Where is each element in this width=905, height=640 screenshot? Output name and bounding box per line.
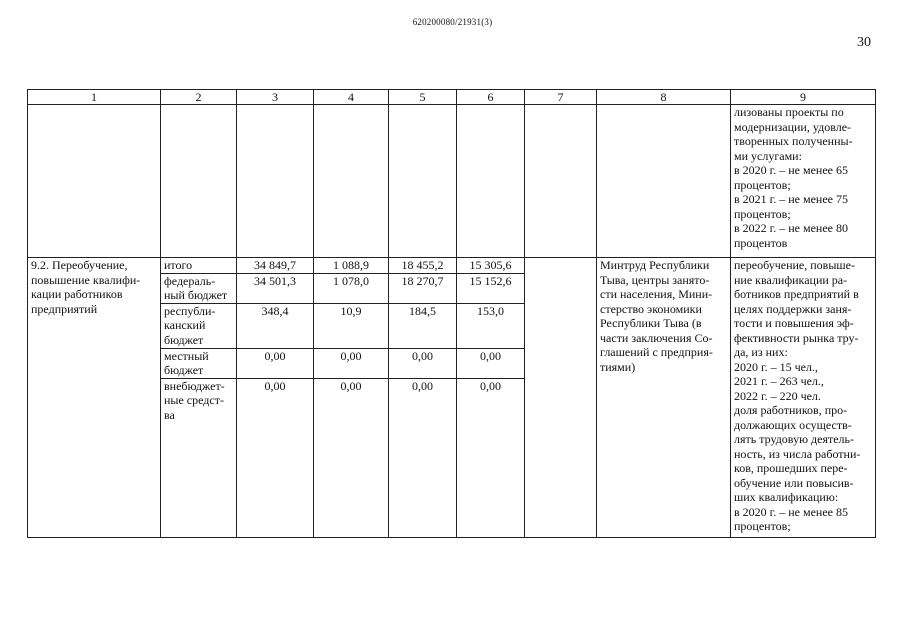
document-id: 620200080/21931(3) bbox=[412, 17, 493, 27]
responsible-executor: Минтруд Республики Тыва, центры занято- сти населения, Мини- стерство экономики Республики Тыва (в части заключения Со- глашений с предприя- тиями) bbox=[597, 258, 731, 538]
value-cell: 0,00 bbox=[389, 348, 457, 378]
column-header: 9 bbox=[731, 90, 876, 105]
column-header: 7 bbox=[525, 90, 597, 105]
empty-cell bbox=[597, 105, 731, 258]
value-cell: 0,00 bbox=[237, 348, 314, 378]
column-header: 8 bbox=[597, 90, 731, 105]
value-cell: 184,5 bbox=[389, 303, 457, 348]
value-cell: 0,00 bbox=[314, 348, 389, 378]
value-cell: 348,4 bbox=[237, 303, 314, 348]
page-number: 30 bbox=[857, 35, 871, 50]
value-cell: 15 152,6 bbox=[457, 273, 525, 303]
value-cell: 0,00 bbox=[237, 378, 314, 537]
value-cell: 153,0 bbox=[457, 303, 525, 348]
empty-cell bbox=[457, 105, 525, 258]
indicator-continuation: лизованы проекты по модернизации, удовле- творенных полученны- ми услугами: в 2020 г. – не менее 65 процентов; в 2021 г. – не менее 75 процентов; в 2022 г. – не менее 80 процентов bbox=[731, 105, 876, 258]
value-cell: 1 078,0 bbox=[314, 273, 389, 303]
program-table bbox=[27, 89, 876, 538]
value-cell: 0,00 bbox=[457, 378, 525, 537]
value-cell: 34 849,7 bbox=[237, 258, 314, 274]
empty-cell bbox=[161, 105, 237, 258]
target-indicator: переобучение, повыше- ние квалификации ра- ботников предприятий в целях поддержки заня- тости и повышения эф- фективности рынка тру- да, из них: 2020 г. – 15 чел., 2021 г. – 263 чел., 2022 г. – 220 чел. доля работников, про- должающих осуществ- лять трудовую деятель- ность, из числа работни- ков, прошедших пере- обучение или повысив- ших квалификацию: в 2020 г. – не менее 85 процентов; bbox=[731, 258, 876, 538]
empty-cell bbox=[237, 105, 314, 258]
funding-source: внебюджет- ные средст- ва bbox=[161, 378, 237, 537]
continuation-row bbox=[28, 105, 876, 258]
funding-source: итого bbox=[161, 258, 237, 274]
column-header: 6 bbox=[457, 90, 525, 105]
empty-cell bbox=[314, 105, 389, 258]
empty-cell bbox=[525, 105, 597, 258]
column-header: 4 bbox=[314, 90, 389, 105]
value-cell: 18 455,2 bbox=[389, 258, 457, 274]
value-cell: 1 088,9 bbox=[314, 258, 389, 274]
value-cell: 0,00 bbox=[457, 348, 525, 378]
empty-cell bbox=[389, 105, 457, 258]
value-cell: 0,00 bbox=[314, 378, 389, 537]
column-header: 2 bbox=[161, 90, 237, 105]
column-number-row bbox=[28, 90, 876, 105]
value-cell: 18 270,7 bbox=[389, 273, 457, 303]
empty-cell bbox=[28, 105, 161, 258]
value-cell: 34 501,3 bbox=[237, 273, 314, 303]
funding-source: местный бюджет bbox=[161, 348, 237, 378]
table-row bbox=[28, 258, 876, 274]
value-cell: 0,00 bbox=[389, 378, 457, 537]
column-header: 3 bbox=[237, 90, 314, 105]
funding-source: федераль- ный бюджет bbox=[161, 273, 237, 303]
empty-cell bbox=[525, 258, 597, 538]
value-cell: 15 305,6 bbox=[457, 258, 525, 274]
funding-source: республи- канский бюджет bbox=[161, 303, 237, 348]
value-cell: 10,9 bbox=[314, 303, 389, 348]
column-header: 5 bbox=[389, 90, 457, 105]
measure-name: 9.2. Переобучение, повышение квалифи- кации работников предприятий bbox=[28, 258, 161, 538]
column-header: 1 bbox=[28, 90, 161, 105]
